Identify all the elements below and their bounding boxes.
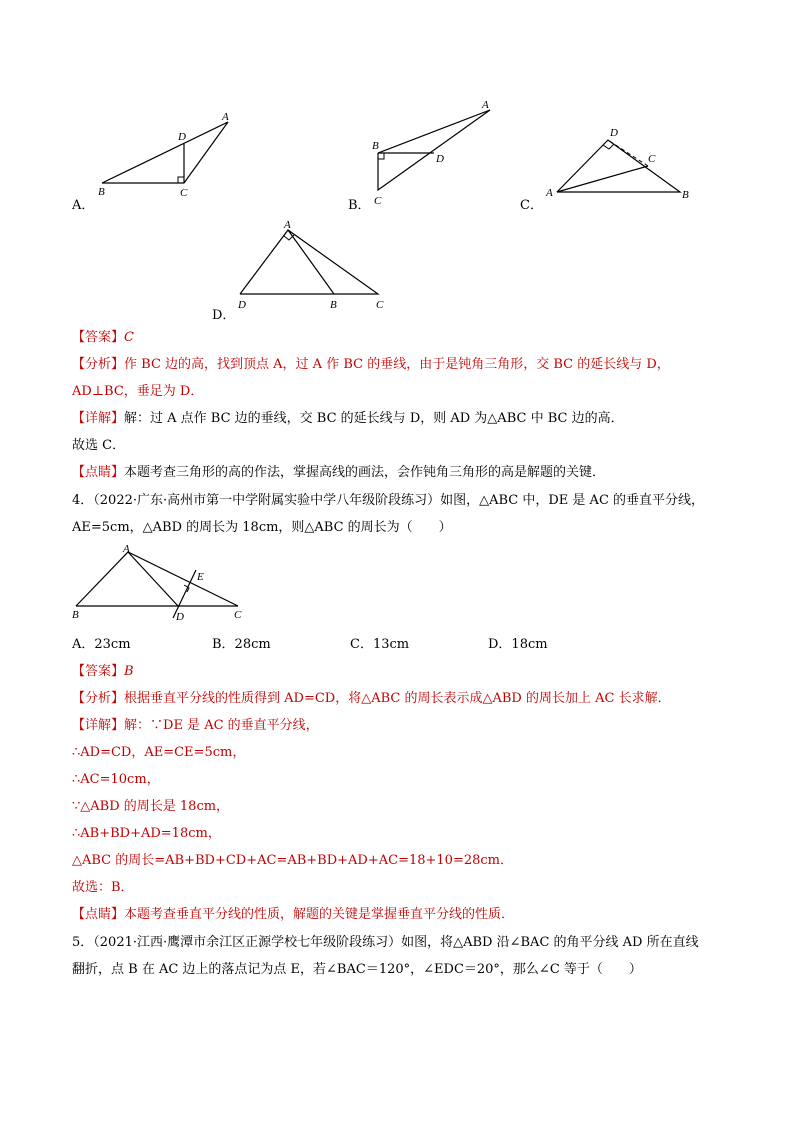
label-c: C — [648, 153, 656, 165]
label-b: B — [72, 609, 79, 621]
option-d-label[interactable]: D． — [212, 308, 236, 323]
triangle-abc — [76, 552, 238, 606]
label-c: C — [376, 299, 384, 311]
q4-option-b[interactable]: B．28cm — [212, 637, 271, 652]
option-a-label[interactable]: A． — [72, 198, 95, 213]
figure-q4 — [66, 542, 256, 628]
triangle-b — [378, 110, 490, 190]
q4-option-a[interactable]: A．23cm — [72, 637, 131, 652]
q3-detail-cont: 故选 C． — [72, 438, 126, 453]
label-e: E — [197, 571, 204, 583]
label-a: A — [482, 99, 489, 111]
label-c: C — [180, 187, 188, 198]
q4-detail-4: ∵△ABD 的周长是 18cm， — [72, 799, 230, 814]
label-a: A — [284, 219, 291, 231]
q4-detail: 【详解】解：∵DE 是 AC 的垂直平分线， — [72, 718, 319, 733]
right-angle-mark-c — [603, 144, 614, 149]
label-a: A — [123, 543, 130, 555]
figure-option-c — [540, 122, 700, 202]
label-d: D — [610, 127, 618, 139]
q4-analysis: 【分析】根据垂直平分线的性质得到 AD=CD，将△ABC 的周长表示成△ABD 的周长加上 AC 长求解． — [72, 691, 671, 706]
q4-stem-cont: AE=5cm，△ABD 的周长为 18cm，则△ABC 的周长为（ ） — [72, 520, 452, 535]
label-d: D — [436, 153, 444, 165]
q4-detail-3: ∴AC=10cm， — [72, 772, 160, 787]
label-b: B — [98, 186, 105, 198]
q4-detail-2: ∴AD=CD，AE=CE=5cm， — [72, 745, 246, 760]
label-a: A — [546, 187, 553, 199]
q5-stem: 5．（2021·江西·鹰潭市余江区正源学校七年级阶段练习）如图，将△ABD 沿∠BAC 的角平分线 AD 所在直线 — [72, 935, 699, 950]
triangle-c — [557, 140, 680, 192]
q3-analysis-cont: AD⊥BC，垂足为 D． — [72, 384, 204, 399]
label-b: B — [682, 189, 689, 201]
side-ac — [557, 166, 648, 192]
label-d: D — [176, 611, 184, 623]
triangle-d — [240, 230, 378, 294]
label-c: C — [234, 609, 242, 621]
figure-option-d — [230, 218, 400, 314]
q3-comment: 【点睛】本题考查三角形的高的作法，掌握高线的画法，会作钝角三角形的高是解题的关键． — [72, 465, 606, 480]
label-b: B — [372, 140, 379, 152]
triangle-a — [102, 122, 228, 183]
label-d: D — [238, 299, 246, 311]
label-a: A — [222, 111, 229, 123]
q3-analysis: 【分析】作 BC 边的高，找到顶点 A，过 A 作 BC 的垂线，由于是钝角三角形，交 BC 的延长线与 D， — [72, 357, 670, 372]
q4-detail-6: △ABC 的周长=AB+BD+CD+AC=AB+BD+AD+AC=18+10=28cm． — [72, 853, 513, 868]
figure-option-a — [90, 108, 250, 198]
option-b-label[interactable]: B． — [348, 198, 371, 213]
segment-ad — [128, 552, 178, 606]
q3-answer: 【答案】C — [72, 330, 134, 345]
q4-stem: 4．（2022·广东·高州市第一中学附属实验中学八年级阶段练习）如图，△ABC 中，DE 是 AC 的垂直平分线， — [72, 493, 705, 508]
right-angle-mark-a — [178, 177, 184, 183]
q4-comment: 【点睛】本题考查垂直平分线的性质，解题的关键是掌握垂直平分线的性质． — [72, 907, 515, 922]
option-c-label[interactable]: C． — [520, 198, 543, 213]
right-angle-mark-b — [378, 153, 384, 159]
q5-stem-cont: 翻折，点 B 在 AC 边上的落点记为点 E，若∠BAC＝120°，∠EDC＝20°，那么∠C 等于（ ） — [72, 962, 642, 977]
segment-ab — [288, 230, 334, 294]
label-c: C — [374, 195, 382, 207]
q4-option-c[interactable]: C．13cm — [350, 637, 410, 652]
label-d: D — [178, 131, 186, 143]
q4-answer: 【答案】B — [72, 664, 134, 679]
figure-option-b — [366, 96, 506, 208]
q4-detail-7: 故选：B． — [72, 880, 134, 895]
q3-detail: 【详解】解：过 A 点作 BC 边的垂线，交 BC 的延长线与 D，则 AD 为△ABC 中 BC 边的高． — [72, 411, 624, 426]
q4-detail-5: ∴AB+BD+AD=18cm， — [72, 826, 221, 841]
q4-option-d[interactable]: D．18cm — [488, 637, 548, 652]
label-b: B — [330, 299, 337, 311]
